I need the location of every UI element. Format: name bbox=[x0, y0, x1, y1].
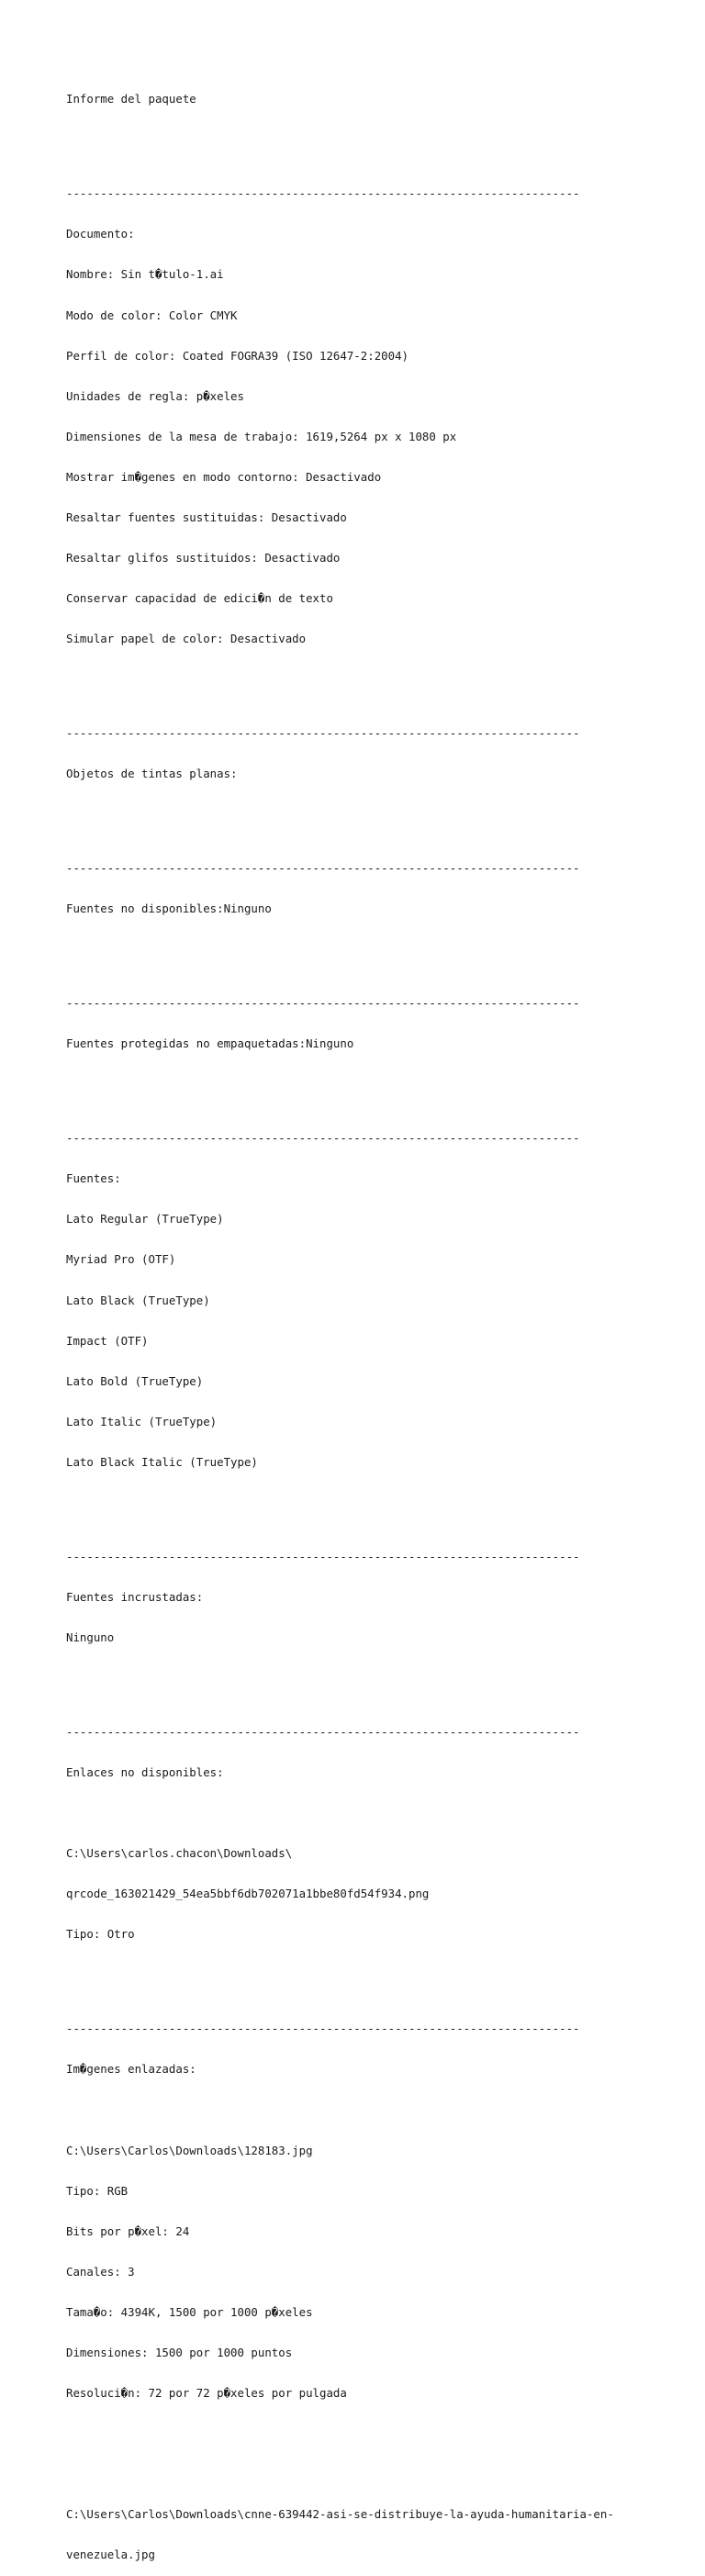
separator: --------------------------------------------------------------------------- bbox=[66, 1549, 580, 1563]
blank-line bbox=[66, 808, 690, 822]
missing-fonts-line: Fuentes no disponibles:Ninguno bbox=[66, 902, 272, 916]
font-item: Lato Italic (TrueType) bbox=[66, 1414, 218, 1428]
spot-colors-heading: Objetos de tintas planas: bbox=[66, 767, 238, 781]
document-property: Perfil de color: Coated FOGRA39 (ISO 12647-2:2004) bbox=[66, 348, 408, 363]
font-item: Lato Bold (TrueType) bbox=[66, 1373, 204, 1388]
missing-links-heading: Enlaces no disponibles: bbox=[66, 1764, 224, 1779]
font-item: Lato Black (TrueType) bbox=[66, 1293, 210, 1307]
blank-line bbox=[66, 134, 690, 148]
blank-line bbox=[66, 943, 690, 957]
separator: --------------------------------------------------------------------------- bbox=[66, 726, 580, 741]
linked-image-path: C:\Users\Carlos\Downloads\cnne-639442-asi-se-distribuye-la-ayuda-humanitaria-en- bbox=[66, 2507, 614, 2522]
linked-image-property: Tipo: RGB bbox=[66, 2183, 129, 2198]
linked-images-heading: Im�genes enlazadas: bbox=[66, 2062, 196, 2077]
font-item: Myriad Pro (OTF) bbox=[66, 1252, 176, 1267]
blank-line bbox=[66, 673, 690, 687]
linked-image-property: Bits por p�xel: 24 bbox=[66, 2223, 190, 2238]
document-property: Mostrar im�genes en modo contorno: Desactivado bbox=[66, 469, 382, 484]
report-title: Informe del paquete bbox=[66, 92, 196, 106]
blank-line bbox=[66, 1968, 690, 1982]
blank-line bbox=[66, 1496, 690, 1510]
document-property: Nombre: Sin t�tulo-1.ai bbox=[66, 267, 224, 282]
document-property: Resaltar glifos sustituidos: Desactivado bbox=[66, 551, 341, 566]
embedded-fonts-heading: Fuentes incrustadas: bbox=[66, 1589, 204, 1604]
missing-link-type: Tipo: Otro bbox=[66, 1927, 135, 1942]
separator: --------------------------------------------------------------------------- bbox=[66, 2022, 580, 2036]
document-heading: Documento: bbox=[66, 227, 135, 241]
linked-image-property: Resoluci�n: 72 por 72 p�xeles por pulgada bbox=[66, 2386, 347, 2401]
linked-image-property: Dimensiones: 1500 por 1000 puntos bbox=[66, 2346, 293, 2359]
protected-fonts-line: Fuentes protegidas no empaquetadas:Ninguno bbox=[66, 1036, 354, 1051]
separator: --------------------------------------------------------------------------- bbox=[66, 1724, 580, 1739]
blank-line bbox=[66, 2427, 690, 2441]
blank-line bbox=[66, 1078, 690, 1092]
font-item: Impact (OTF) bbox=[66, 1333, 149, 1348]
document-property: Modo de color: Color CMYK bbox=[66, 308, 238, 322]
separator: --------------------------------------------------------------------------- bbox=[66, 1131, 580, 1146]
font-item: Lato Black Italic (TrueType) bbox=[66, 1454, 258, 1469]
separator: --------------------------------------------------------------------------- bbox=[66, 996, 580, 1011]
package-report bbox=[66, 66, 690, 2576]
document-property: Conservar capacidad de edici�n de texto bbox=[66, 591, 333, 606]
embedded-fonts-value: Ninguno bbox=[66, 1630, 115, 1644]
linked-image-property: Canales: 3 bbox=[66, 2264, 135, 2279]
document-property: Dimensiones de la mesa de trabajo: 1619,5264 px x 1080 px bbox=[66, 429, 457, 443]
missing-link-path-cont: qrcode_163021429_54ea5bbf6db702071a1bbe80fd54f934.png bbox=[66, 1887, 430, 1901]
blank-line bbox=[66, 2468, 690, 2481]
blank-line bbox=[66, 1807, 690, 1820]
separator: --------------------------------------------------------------------------- bbox=[66, 186, 580, 201]
linked-image-path-cont: venezuela.jpg bbox=[66, 2548, 155, 2562]
blank-line bbox=[66, 1672, 690, 1686]
linked-image-property: Tama�o: 4394K, 1500 por 1000 p�xeles bbox=[66, 2304, 313, 2319]
document-property: Unidades de regla: p�xeles bbox=[66, 388, 244, 403]
separator: --------------------------------------------------------------------------- bbox=[66, 861, 580, 876]
blank-line bbox=[66, 2103, 690, 2117]
font-item: Lato Regular (TrueType) bbox=[66, 1212, 224, 1226]
fonts-heading: Fuentes: bbox=[66, 1171, 121, 1186]
document-property: Resaltar fuentes sustituidas: Desactivado bbox=[66, 510, 347, 525]
document-property: Simular papel de color: Desactivado bbox=[66, 632, 307, 646]
missing-link-path: C:\Users\carlos.chacon\Downloads\ bbox=[66, 1846, 293, 1861]
linked-image-path: C:\Users\Carlos\Downloads\128183.jpg bbox=[66, 2143, 313, 2157]
